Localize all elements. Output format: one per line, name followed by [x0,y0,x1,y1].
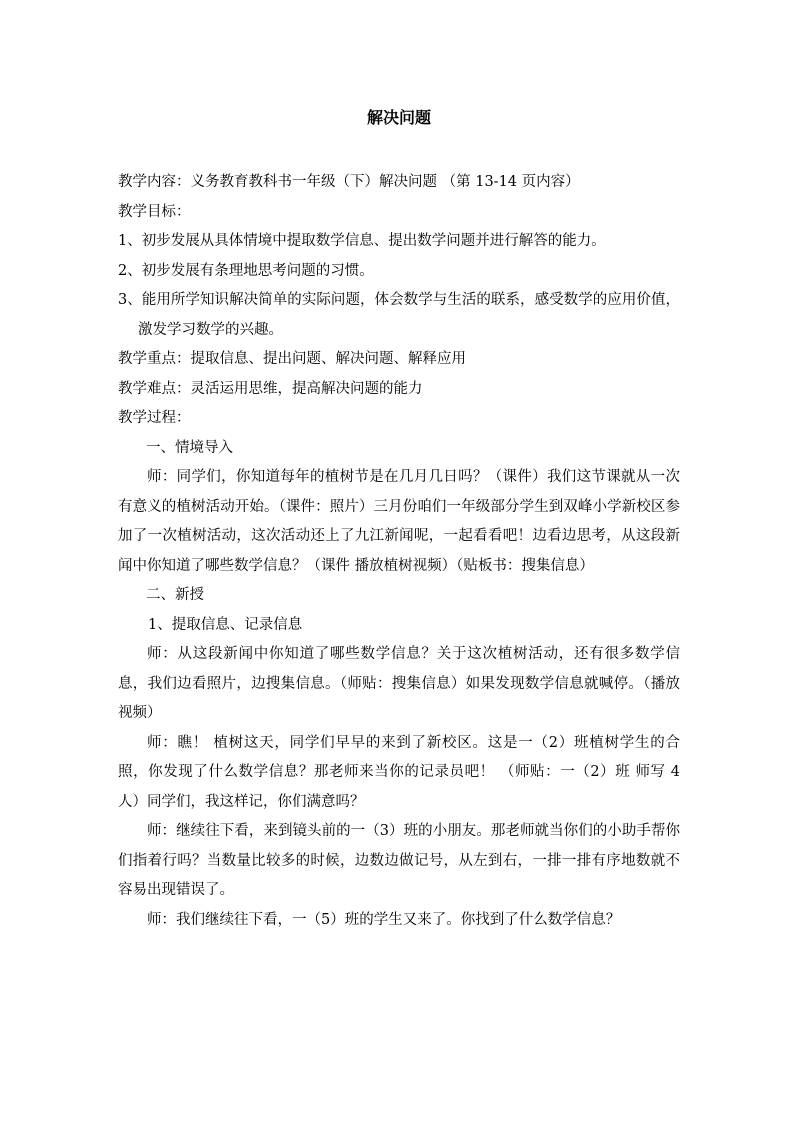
objective-item: 1、初步发展从具体情境中提取数学信息、提出数学问题并进行解答的能力。 [118,233,606,249]
teaching-content: 教学内容：义务教育教科书一年级（下）解决问题 （第 13-14 页内容） [118,174,580,190]
intro-paragraph: 师：同学们，你知道每年的植树节是在几月几日吗？（课件）我们这节课就从一次有意义的植树活动开始。（课件：照片）三月份咱们一年级部分学生到双峰小学新校区参加了一次植树活动，这次活动还上了九江新闻呢，一起看看吧！边看边思考，从这段新闻中你知道了哪些数学信息？（课件 播放植树视频）（贴板书：搜集信息） [118,469,680,574]
document-title: 解决问题 [366,108,431,127]
objectives-label: 教学目标： [118,203,191,220]
subsection-heading: 1、提取信息、记录信息 [148,616,303,633]
body-paragraph: 师：继续往下看，来到镜头前的一（3）班的小朋友。那老师就当你们的小助手帮你们指着行吗？当数量比较多的时候，边数边做记号，从左到右，一排一排有序地数就不容易出现错误了。 [118,823,680,898]
body-paragraph: 师：瞧！ 植树这天，同学们早早的来到了新校区。这是一（2）班植树学生的合照，你发现了什么数学信息？那老师来当你的记录员吧！ （师贴：一（2）班 师写 4 人）同学们，我这样记，你们满意吗？ [118,734,680,810]
section-heading-intro: 一、情境导入 [146,439,233,456]
difficulties: 教学难点：灵活运用思维，提高解决问题的能力 [118,380,423,397]
section-heading-new: 二、新授 [146,587,204,603]
objective-item: 3、能用所学知识解决简单的实际问题，体会数学与生活的联系，感受数学的应用价值，激发学习数学的兴趣。 [118,292,680,338]
body-paragraph: 师：从这段新闻中你知道了哪些数学信息？关于这次植树活动，还有很多数学信息，我们边看照片，边搜集信息。（师贴：搜集信息）如果发现数学信息就喊停。（播放视频） [118,646,680,721]
objective-item: 2、初步发展有条理地思考问题的习惯。 [118,262,374,279]
key-points: 教学重点：提取信息、提出问题、解决问题、解释应用 [118,351,466,367]
process-label: 教学过程： [118,410,191,426]
document-page [118,100,680,935]
body-paragraph: 师：我们继续往下看，一（5）班的学生又来了。你找到了什么数学信息？ [147,911,621,928]
